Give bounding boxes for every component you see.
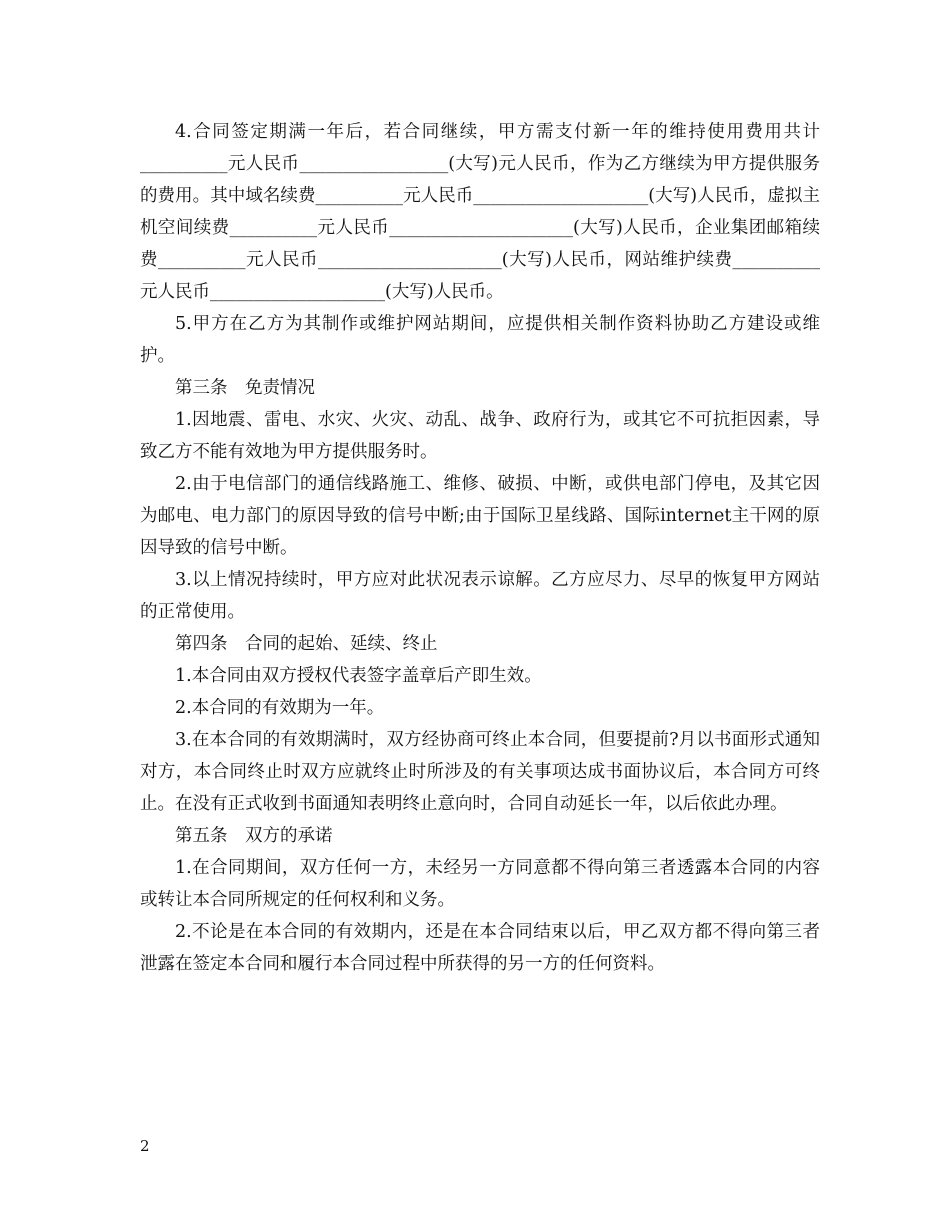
section-heading-article-5: 第五条 双方的承诺	[175, 826, 333, 846]
section-heading-article-4: 第四条 合同的起始、延续、终止	[175, 634, 438, 654]
document-body	[140, 116, 820, 980]
paragraph-termination: 3.在本合同的有效期满时，双方经协商可终止本合同，但要提前?月以书面形式通知对方，本合同终止时双方应就终止时所涉及的有关事项达成书面协议后，本合同方可终止。在没有正式收到书面通知表明终止意向时，合同自动延长一年，以后依此办理。	[140, 730, 820, 814]
page-number: 2	[140, 1137, 150, 1155]
paragraph-materials: 5.甲方在乙方为其制作或维护网站期间，应提供相关制作资料协助乙方建设或维护。	[140, 314, 820, 366]
paragraph-signal-interruption: 2.由于电信部门的通信线路施工、维修、破损、中断，或供电部门停电，及其它因为邮电、电力部门的原因导致的信号中断;由于国际卫星线路、国际internet主干网的原因导致的信号中断。	[140, 474, 820, 558]
section-heading-article-3: 第三条 免责情况	[175, 378, 315, 398]
paragraph-understanding: 3.以上情况持续时，甲方应对此状况表示谅解。乙方应尽力、尽早的恢复甲方网站的正常使用。	[140, 570, 820, 622]
paragraph-force-majeure: 1.因地震、雷电、水灾、火灾、动乱、战争、政府行为，或其它不可抗拒因素，导致乙方不能有效地为甲方提供服务时。	[140, 410, 820, 462]
paragraph-confidentiality: 1.在合同期间，双方任何一方，未经另一方同意都不得向第三者透露本合同的内容或转让本合同所规定的任何权利和义务。	[140, 858, 820, 910]
paragraph-renewal-fees: 4.合同签定期满一年后，若合同继续，甲方需支付新一年的维持使用费用共计__________元人民币_________________(大写)元人民币，作为乙方继续为甲方提供服务的费用。其中域名续费__________元人民币____________________(大写)人民币，虚拟主机空间续费__________元人民币_____________________(大写)人民币，企业集团邮箱续费__________元人民币_____________________(大写)人民币，网站维护续费__________元人民币____________________(大写)人民币。	[140, 122, 820, 302]
paragraph-effective: 1.本合同由双方授权代表签字盖章后产即生效。	[175, 666, 542, 686]
paragraph-validity: 2.本合同的有效期为一年。	[175, 698, 385, 718]
paragraph-non-disclosure: 2.不论是在本合同的有效期内，还是在本合同结束以后，甲乙双方都不得向第三者泄露在签定本合同和履行本合同过程中所获得的另一方的任何资料。	[140, 922, 820, 974]
